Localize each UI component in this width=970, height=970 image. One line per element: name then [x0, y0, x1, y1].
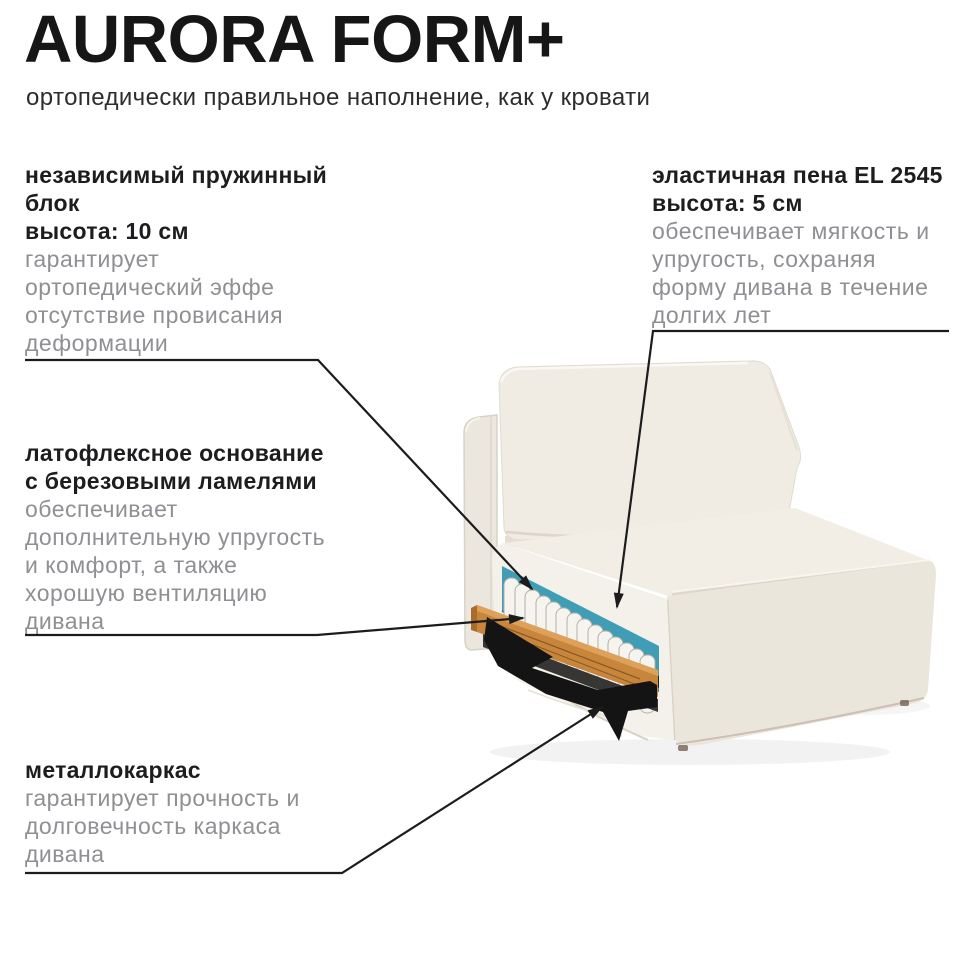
callout-title-line: латофлексное основание [25, 440, 324, 466]
callout-title-line: эластичная пена EL 2545 [652, 162, 943, 188]
callout-body-line: хорошую вентиляцию [25, 580, 268, 606]
callout-title-line: высота: 10 см [25, 218, 189, 244]
callout-title-line: блок [25, 190, 80, 216]
callout-body-line: ортопедический эффе [25, 274, 275, 300]
callout-spring-block [25, 161, 327, 357]
callout-title-line: металлокаркас [25, 757, 201, 783]
page-title: AURORA FORM+ [24, 2, 565, 77]
metal-frame [484, 617, 657, 741]
ground-shadow [490, 697, 930, 765]
page-subtitle: ортопедически правильное наполнение, как у кровати [26, 84, 651, 111]
callout-body-line: упругость, сохраняя [652, 246, 876, 272]
callout-elastic-foam [652, 161, 943, 329]
callout-body-line: дивана [25, 608, 105, 634]
back-cushion [499, 361, 801, 540]
callout-body-line: форму дивана в течение [652, 274, 929, 300]
seat-cutaway-face [492, 543, 674, 740]
callout-body-line: деформации [25, 330, 169, 356]
callout-body-line: дополнительную упругость [25, 524, 326, 550]
callout-body-line: долгих лет [652, 302, 772, 328]
callout-body-line: отсутствие провисания [25, 302, 284, 328]
callout-body-line: дивана [25, 841, 105, 867]
callout-body-line: гарантирует [25, 246, 160, 272]
seat-top-face [503, 508, 930, 601]
callout-body-line: обеспечивает [25, 496, 178, 522]
callout-body-line: гарантирует прочность и [25, 785, 300, 811]
elastic-foam-layer [502, 566, 659, 692]
spring-block-springs [504, 578, 655, 713]
callout-body-line: долговечность каркаса [25, 813, 281, 839]
sofa-back-panel [464, 415, 497, 650]
callout-title-line: с березовыми ламелями [25, 468, 317, 494]
callout-body-line: и комфорт, а также [25, 552, 238, 578]
callout-latoflex-base [25, 439, 325, 635]
latoflex-base-slat [471, 605, 659, 712]
callout-metal-frame [25, 756, 300, 868]
seat-front-face [666, 561, 936, 751]
callout-body-line: обеспечивает мягкость и [652, 218, 930, 244]
callout-title-line: высота: 5 см [652, 190, 803, 216]
leader-line-elastic-foam [617, 331, 949, 607]
callout-title-line: независимый пружинный [25, 162, 328, 188]
cushion-shadow [505, 517, 800, 548]
